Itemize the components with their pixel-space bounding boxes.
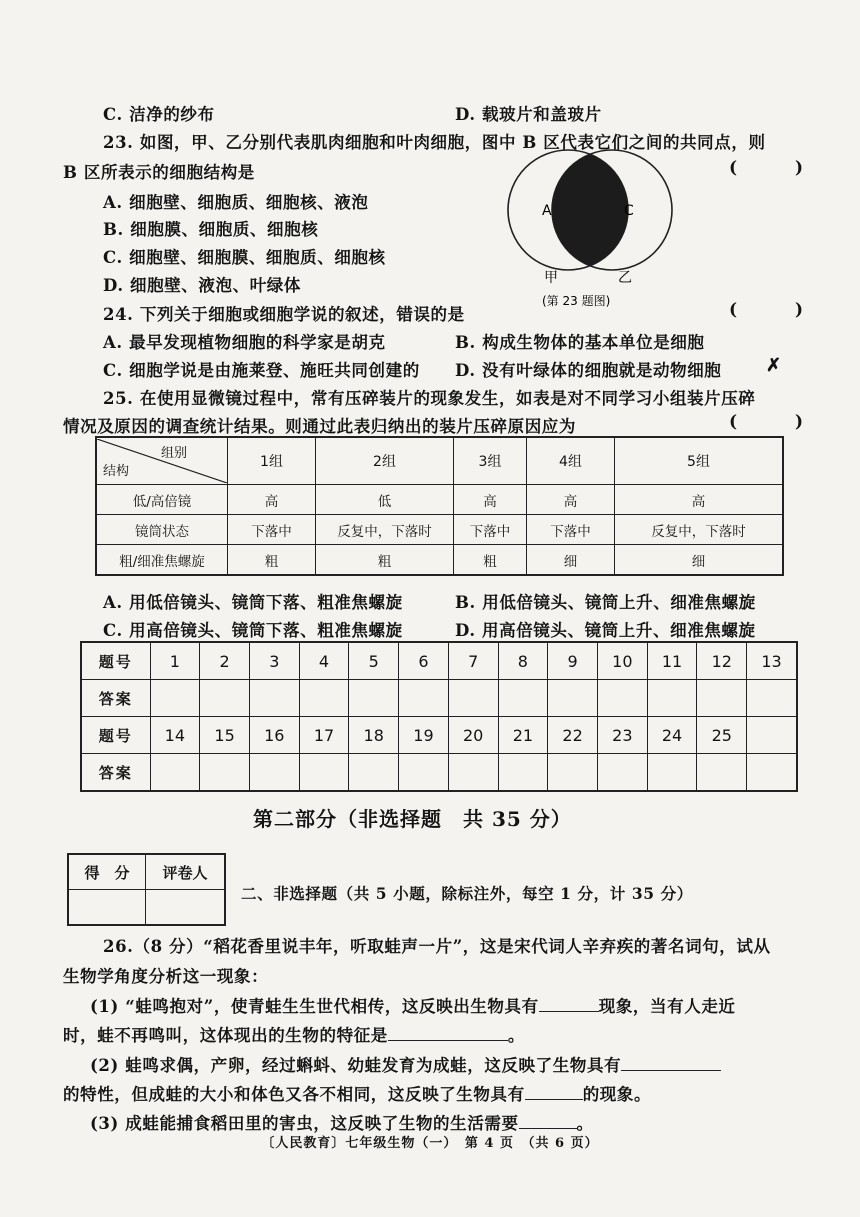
question-number: 22 [548,717,598,754]
question-number-label: 题号 [81,717,150,754]
q26-p2-text-a: (2) 蛙鸣求偶，产卵，经过蝌蚪、幼蛙发育为成蛙，这反映了生物具有 [90,1056,622,1075]
group-header: 1组 [228,437,316,485]
answer-cell[interactable] [150,754,200,792]
question-number: 10 [597,642,647,680]
survey-header-row [96,437,783,485]
q24-answer-paren: ( ) [729,300,830,320]
q26-part1-line2 [63,1022,525,1046]
q26-p1-text-d: 。 [507,1026,526,1045]
table-cell: 下落中 [527,515,615,545]
answer-cell[interactable] [299,754,349,792]
table-cell: 高 [527,485,615,515]
table-cell: 下落中 [454,515,527,545]
q26-p3-text-a: (3) 成蛙能捕食稻田里的害虫，这反映了生物的生活需要 [90,1114,519,1133]
survey-row [96,515,783,545]
question-number: 19 [399,717,449,754]
q26-p2-text-b: 的特性，但成蛙的大小和体色又各不相同，这反映了生物具有 [63,1085,525,1104]
part2-title: 第二部分（非选择题 共 35 分） [253,807,572,831]
q26-p3-text-b: 。 [576,1114,594,1133]
q24-option-b: B. 构成生物体的基本单位是细胞 [455,333,705,352]
answer-cell[interactable] [548,754,598,792]
q22-option-d: D. 载玻片和盖玻片 [455,105,602,124]
question-number: 7 [448,642,498,680]
label-jia: 甲 [544,270,558,286]
answer-cell[interactable] [747,754,797,792]
answer-cell[interactable] [150,680,200,717]
q26-part3-line [90,1110,594,1134]
answer-cell[interactable] [647,680,697,717]
label-region-c: C [624,203,634,219]
table-cell: 反复中，下落时 [316,515,454,545]
answer-cell[interactable] [747,680,797,717]
question-number: 13 [747,642,797,680]
table-cell: 细 [527,545,615,576]
table-cell: 反复中，下落时 [615,515,784,545]
question-number: 5 [349,642,399,680]
answer-cell[interactable] [647,754,697,792]
question-number: 8 [498,642,548,680]
q25-stem-line1: 25. 在使用显微镜过程中，常有压碎装片的现象发生，如表是对不同学习小组装片压碎 [103,389,756,408]
answer-label: 答案 [81,680,150,717]
page-footer: 〔人民教育〕七年级生物（一） 第 4 页 （共 6 页） [261,1136,599,1151]
answer-row [81,680,797,717]
question-number: 24 [647,717,697,754]
label-region-a: A [542,203,552,219]
answer-cell[interactable] [249,680,299,717]
q24-option-d: D. 没有叶绿体的细胞就是动物细胞 [455,361,722,380]
answer-cell[interactable] [349,680,399,717]
answer-cell[interactable] [399,754,449,792]
grader-input-cell[interactable] [146,890,226,926]
question-number: 1 [150,642,200,680]
blank-4[interactable] [525,1085,583,1100]
answer-cell[interactable] [200,680,250,717]
answer-cell[interactable] [448,680,498,717]
blank-5[interactable] [519,1114,577,1129]
q23-answer-paren: ( ) [729,158,830,178]
q25-option-c: C. 用高倍镜头、镜筒下落、粗准焦螺旋 [103,621,403,640]
q24-stem: 24. 下列关于细胞或细胞学说的叙述，错误的是 [103,305,465,324]
label-yi: 乙 [618,270,632,286]
q25-stem-line2: 情况及原因的调查统计结果。则通过此表归纳出的装片压碎原因应为 [63,417,576,436]
q24-option-c: C. 细胞学说是由施莱登、施旺共同创建的 [103,361,420,380]
table-cell: 粗 [228,545,316,576]
score-input-cell[interactable] [68,890,146,926]
q25-option-a: A. 用低倍镜头、镜筒下落、粗准焦螺旋 [103,593,403,612]
corner-group-label: 组别 [160,446,187,461]
question-number: 9 [548,642,598,680]
score-box [67,853,226,926]
survey-row [96,485,783,515]
corner-structure-label: 结构 [103,464,130,479]
table-cell: 粗 [454,545,527,576]
q23-stem-line1: 23. 如图，甲、乙分别代表肌肉细胞和叶肉细胞，图中 B 区代表它们之间的共同点，则 [103,133,766,152]
question-number: 4 [299,642,349,680]
table-cell: 高 [228,485,316,515]
q26-part2-line1 [90,1052,721,1076]
row-label: 低/高倍镜 [96,485,228,515]
blank-3[interactable] [621,1056,721,1071]
survey-row [96,545,783,576]
answer-cell[interactable] [349,754,399,792]
group-header: 4组 [527,437,615,485]
answer-cell[interactable] [548,680,598,717]
group-header: 5组 [615,437,784,485]
question-number: 12 [697,642,747,680]
section-heading: 二、非选择题（共 5 小题，除标注外，每空 1 分，计 35 分） [241,884,693,903]
q26-part1-line1 [90,993,736,1017]
table-cell: 粗 [316,545,454,576]
grader-label: 评卷人 [146,854,226,890]
figure-caption: (第 23 题图) [542,294,611,308]
q26-stem-line2: 生物学角度分析这一现象： [63,967,269,986]
question-number: 17 [299,717,349,754]
q25-option-d: D. 用高倍镜头、镜筒上升、细准焦螺旋 [455,621,756,640]
q26-part2-line2 [63,1081,651,1105]
table-cell: 高 [454,485,527,515]
q26-p1-text-b: 现象，当有人走近 [598,997,736,1016]
question-number: 6 [399,642,449,680]
question-number: 15 [200,717,250,754]
answer-cell[interactable] [498,754,548,792]
answer-cell[interactable] [697,754,747,792]
q23-option-c: C. 细胞壁、细胞膜、细胞质、细胞核 [103,248,386,267]
answer-row [81,754,797,792]
blank-1[interactable] [539,997,599,1012]
question-number: 25 [697,717,747,754]
q23-option-b: B. 细胞膜、细胞质、细胞核 [103,220,319,239]
group-header: 2组 [316,437,454,485]
question-number: 3 [249,642,299,680]
question-number: 20 [448,717,498,754]
q25-option-b: B. 用低倍镜头、镜筒上升、细准焦螺旋 [455,593,756,612]
answer-cell[interactable] [399,680,449,717]
q26-stem-line1: 26.（8 分）“稻花香里说丰年，听取蛙声一片”，这是宋代词人辛弃疾的著名词句，试从 [103,937,771,956]
q23-stem-line2: B 区所表示的细胞结构是 [63,163,255,182]
q24-option-a: A. 最早发现植物细胞的科学家是胡克 [103,333,386,352]
question-number: 16 [249,717,299,754]
table-cell: 高 [615,485,784,515]
handwritten-x-mark: ✗ [766,355,782,376]
answer-grid [80,641,798,792]
answer-cell[interactable] [597,680,647,717]
question-number: 18 [349,717,399,754]
question-number-row [81,717,797,754]
question-number-label: 题号 [81,642,150,680]
question-number [747,717,797,754]
survey-corner-cell [96,437,228,485]
q26-p1-text-a: (1) “蛙鸣抱对”，使青蛙生生世代相传，这反映出生物具有 [90,997,539,1016]
q25-answer-paren: ( ) [729,412,830,432]
table-cell: 下落中 [228,515,316,545]
answer-cell[interactable] [299,680,349,717]
answer-label: 答案 [81,754,150,792]
blank-2[interactable] [388,1026,508,1041]
row-label: 粗/细准焦螺旋 [96,545,228,576]
q26-p1-text-c: 时，蛙不再鸣叫，这体现出的生物的特征是 [63,1026,388,1045]
table-cell: 低 [316,485,454,515]
survey-table [95,436,784,576]
answer-cell[interactable] [200,754,250,792]
venn-diagram [500,148,680,313]
question-number: 23 [597,717,647,754]
q23-option-a: A. 细胞壁、细胞质、细胞核、液泡 [103,193,369,212]
answer-cell[interactable] [697,680,747,717]
question-number: 11 [647,642,697,680]
question-number: 21 [498,717,548,754]
answer-cell[interactable] [249,754,299,792]
row-label: 镜筒状态 [96,515,228,545]
answer-cell[interactable] [597,754,647,792]
group-header: 3组 [454,437,527,485]
table-cell: 细 [615,545,784,576]
answer-cell[interactable] [498,680,548,717]
question-number: 2 [200,642,250,680]
answer-cell[interactable] [448,754,498,792]
question-number-row [81,642,797,680]
question-number: 14 [150,717,200,754]
q23-option-d: D. 细胞壁、液泡、叶绿体 [103,276,302,295]
q26-p2-text-c: 的现象。 [582,1085,652,1104]
q22-option-c: C. 洁净的纱布 [103,105,215,124]
score-label: 得 分 [68,854,146,890]
